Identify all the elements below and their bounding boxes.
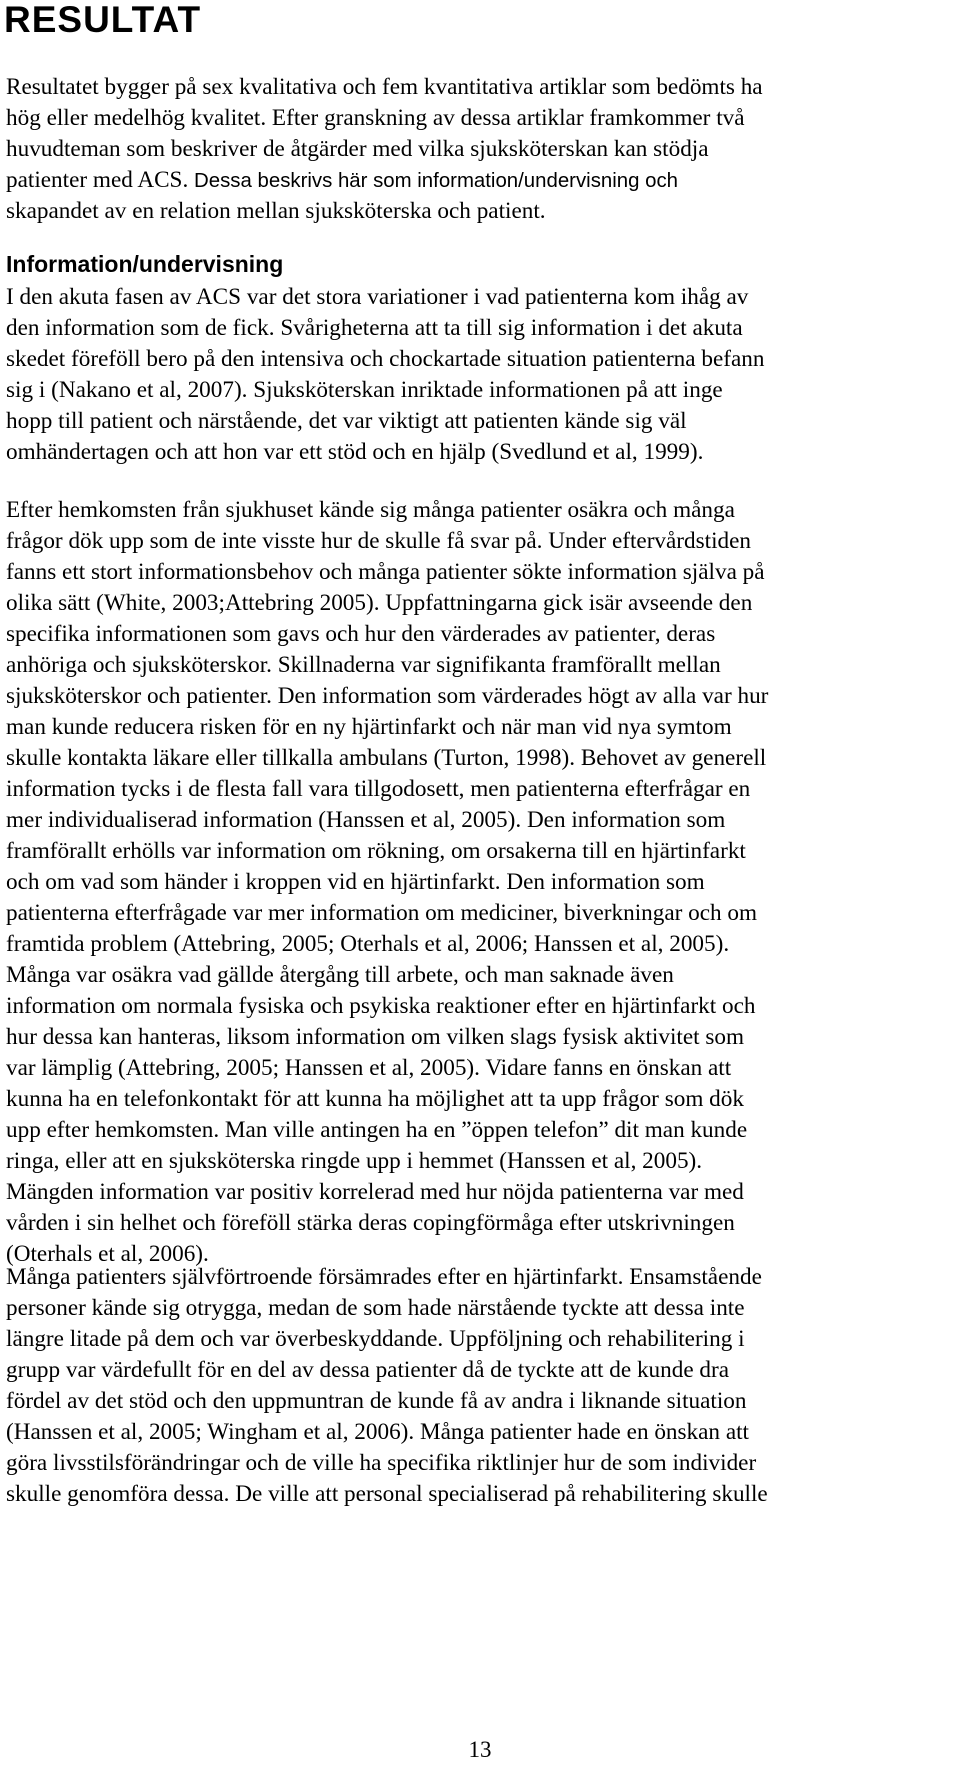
text-line: huvudteman som beskriver de åtgärder med vilka sjuksköterskan kan stödja: [6, 136, 709, 162]
page-number: 13: [468, 1737, 492, 1762]
text-line: specifika informationen som gavs och hur den värderades av patienter, deras: [6, 621, 716, 647]
text-line: omhändertagen och att hon var ett stöd och en hjälp (Svedlund et al, 1999).: [6, 439, 704, 465]
text-line: skulle genomföra dessa. De ville att personal specialiserad på rehabilitering skulle: [6, 1481, 768, 1507]
text-line: framtida problem (Attebring, 2005; Oterhals et al, 2006; Hanssen et al, 2005).: [6, 931, 730, 957]
text-line: göra livsstilsförändringar och de ville ha specifika riktlinjer hur de som individer: [6, 1450, 757, 1476]
text-line: patienterna efterfrågade var mer information om mediciner, biverkningar och om: [6, 900, 758, 926]
text-line: den information som de fick. Svårigheterna att ta till sig information i det akuta: [6, 315, 743, 341]
text-line: frågor dök upp som de inte visste hur de skulle få svar på. Under eftervårdstiden: [6, 528, 752, 554]
text-line: grupp var värdefullt för en del av dessa patienter då de tyckte att de kunde dra: [6, 1357, 730, 1383]
paragraph-2: [6, 495, 768, 1270]
text-line: I den akuta fasen av ACS var det stora variationer i vad patienterna kom ihåg av: [6, 284, 749, 310]
text-line: hopp till patient och närstående, det var viktigt att patienten kände sig väl: [6, 408, 687, 434]
paragraph-3: [6, 1262, 768, 1510]
text-segment-sans: Dessa beskrivs här som information/undervisning och: [194, 170, 678, 192]
text-line: vården i sin helhet och föreföll stärka deras copingförmåga efter utskrivningen: [6, 1210, 735, 1236]
text-line: sig i (Nakano et al, 2007). Sjuksköterskan inriktade informationen på att inge: [6, 377, 723, 403]
text-line: längre litade på dem och var överbeskyddande. Uppföljning och rehabilitering i: [6, 1326, 745, 1352]
text-line: mer individualiserad information (Hanssen et al, 2005). Den information som: [6, 807, 726, 833]
text-line: Många patienters självförtroende försämrades efter en hjärtinfarkt. Ensamstående: [6, 1264, 762, 1290]
text-line: information om normala fysiska och psykiska reaktioner efter en hjärtinfarkt och: [6, 993, 756, 1019]
text-line: upp efter hemkomsten. Man ville antingen ha en ”öppen telefon” dit man kunde: [6, 1117, 748, 1143]
text-segment: patienter med ACS.: [6, 167, 189, 193]
text-line: hög eller medelhög kvalitet. Efter granskning av dessa artiklar framkommer två: [6, 105, 745, 131]
text-line: hur dessa kan hanteras, liksom information om vilken slags fysisk aktivitet som: [6, 1024, 745, 1050]
text-line: skulle kontakta läkare eller tillkalla ambulans (Turton, 1998). Behovet av generell: [6, 745, 767, 771]
text-line: och om vad som händer i kroppen vid en hjärtinfarkt. Den information som: [6, 869, 705, 895]
text-line: sjuksköterskor och patienter. Den information som värderades högt av alla var hur: [6, 683, 769, 709]
subsection-heading: Information/undervisning: [6, 251, 284, 277]
text-line: anhöriga och sjuksköterskor. Skillnaderna var signifikanta framförallt mellan: [6, 652, 721, 678]
text-line: skedet föreföll bero på den intensiva och chockartade situation patienterna befann: [6, 346, 765, 372]
text-line: olika sätt (White, 2003;Attebring 2005). Uppfattningarna gick isär avseende den: [6, 590, 753, 616]
intro-paragraph: [6, 72, 763, 227]
text-line: Mängden information var positiv korrelerad med hur nöjda patienterna var med: [6, 1179, 744, 1205]
text-line: ringa, eller att en sjuksköterska ringde upp i hemmet (Hanssen et al, 2005).: [6, 1148, 703, 1174]
text-line: fanns ett stort informationsbehov och många patienter sökte information själva på: [6, 559, 765, 585]
text-line: framförallt erhölls var information om rökning, om orsakerna till en hjärtinfarkt: [6, 838, 746, 864]
text-line: [6, 165, 763, 196]
text-line: (Oterhals et al, 2006).: [6, 1241, 209, 1267]
text-line: fördel av det stöd och den uppmuntran de kunde få av andra i liknande situation: [6, 1388, 747, 1414]
text-line: Många var osäkra vad gällde återgång till arbete, och man saknade även: [6, 962, 674, 988]
text-line: Efter hemkomsten från sjukhuset kände sig många patienter osäkra och många: [6, 497, 735, 523]
text-line: man kunde reducera risken för en ny hjärtinfarkt och när man vid nya symtom: [6, 714, 732, 740]
text-line: (Hanssen et al, 2005; Wingham et al, 2006). Många patienter hade en önskan att: [6, 1419, 749, 1445]
text-line: personer kände sig otrygga, medan de som hade närstående tyckte att dessa inte: [6, 1295, 745, 1321]
text-line: Resultatet bygger på sex kvalitativa och fem kvantitativa artiklar som bedömts ha: [6, 74, 763, 100]
text-line: information tycks i de flesta fall vara tillgodosett, men patienterna efterfrågar en: [6, 776, 751, 802]
text-line: kunna ha en telefonkontakt för att kunna ha möjlighet att ta upp frågor som dök: [6, 1086, 744, 1112]
paragraph-1: [6, 282, 764, 468]
section-heading: RESULTAT: [4, 0, 202, 40]
text-line: skapandet av en relation mellan sjuksköterska och patient.: [6, 198, 546, 224]
text-line: var lämplig (Attebring, 2005; Hanssen et al, 2005). Vidare fanns en önskan att: [6, 1055, 732, 1081]
